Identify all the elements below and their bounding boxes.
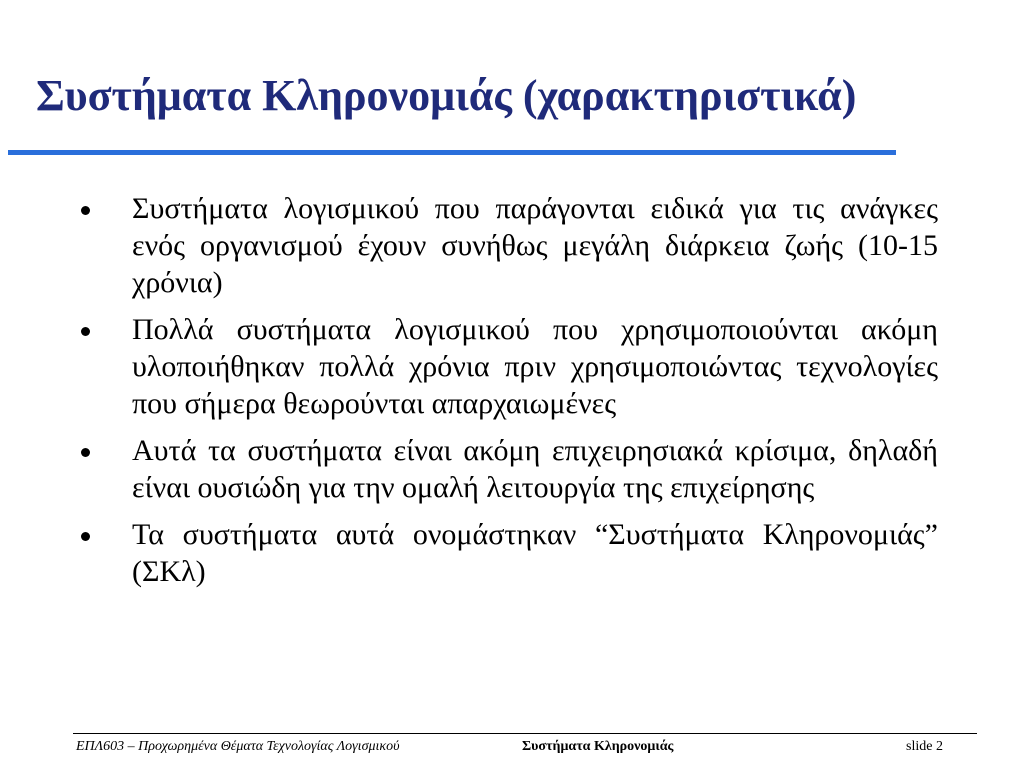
bullet-list [70,190,938,600]
bullet-text: Αυτά τα συστήματα είναι ακόμη επιχειρησιακά κρίσιμα, δηλαδή είναι ουσιώδη για την ομαλή λειτουργία της επιχείρησης [132,434,938,504]
footer-divider [73,733,977,734]
bullet-text: Τα συστήματα αυτά ονομάστηκαν “Συστήματα Κληρονομιάς” (ΣΚλ) [132,518,938,588]
footer-topic: Συστήματα Κληρονομιάς [522,739,674,754]
bullet-item [70,190,938,301]
footer-slide-number: slide 2 [906,739,943,754]
bullet-dot-icon [81,532,90,541]
bullet-item [70,516,938,590]
bullet-text: Συστήματα λογισμικού που παράγονται ειδικά για τις ανάγκες ενός οργανισμού έχουν συνήθως μεγάλη διάρκεια ζωής (10-15 χρόνια) [132,192,938,299]
slide-title: Συστήματα Κληρονομιάς (χαρακτηριστικά) [36,71,857,120]
footer-course-name: ΕΠΛ603 – Προχωρημένα Θέματα Τεχνολογίας Λογισμικού [76,739,400,754]
title-underline [8,150,896,155]
bullet-dot-icon [81,448,90,457]
bullet-text: Πολλά συστήματα λογισμικού που χρησιμοποιούνται ακόμη υλοποιήθηκαν πολλά χρόνια πριν χρησιμοποιώντας τεχνολογίες που σήμερα θεωρούνται απαρχαιωμένες [132,313,938,420]
bullet-dot-icon [81,327,90,336]
bullet-dot-icon [81,206,90,215]
bullet-item [70,432,938,506]
bullet-item [70,311,938,422]
